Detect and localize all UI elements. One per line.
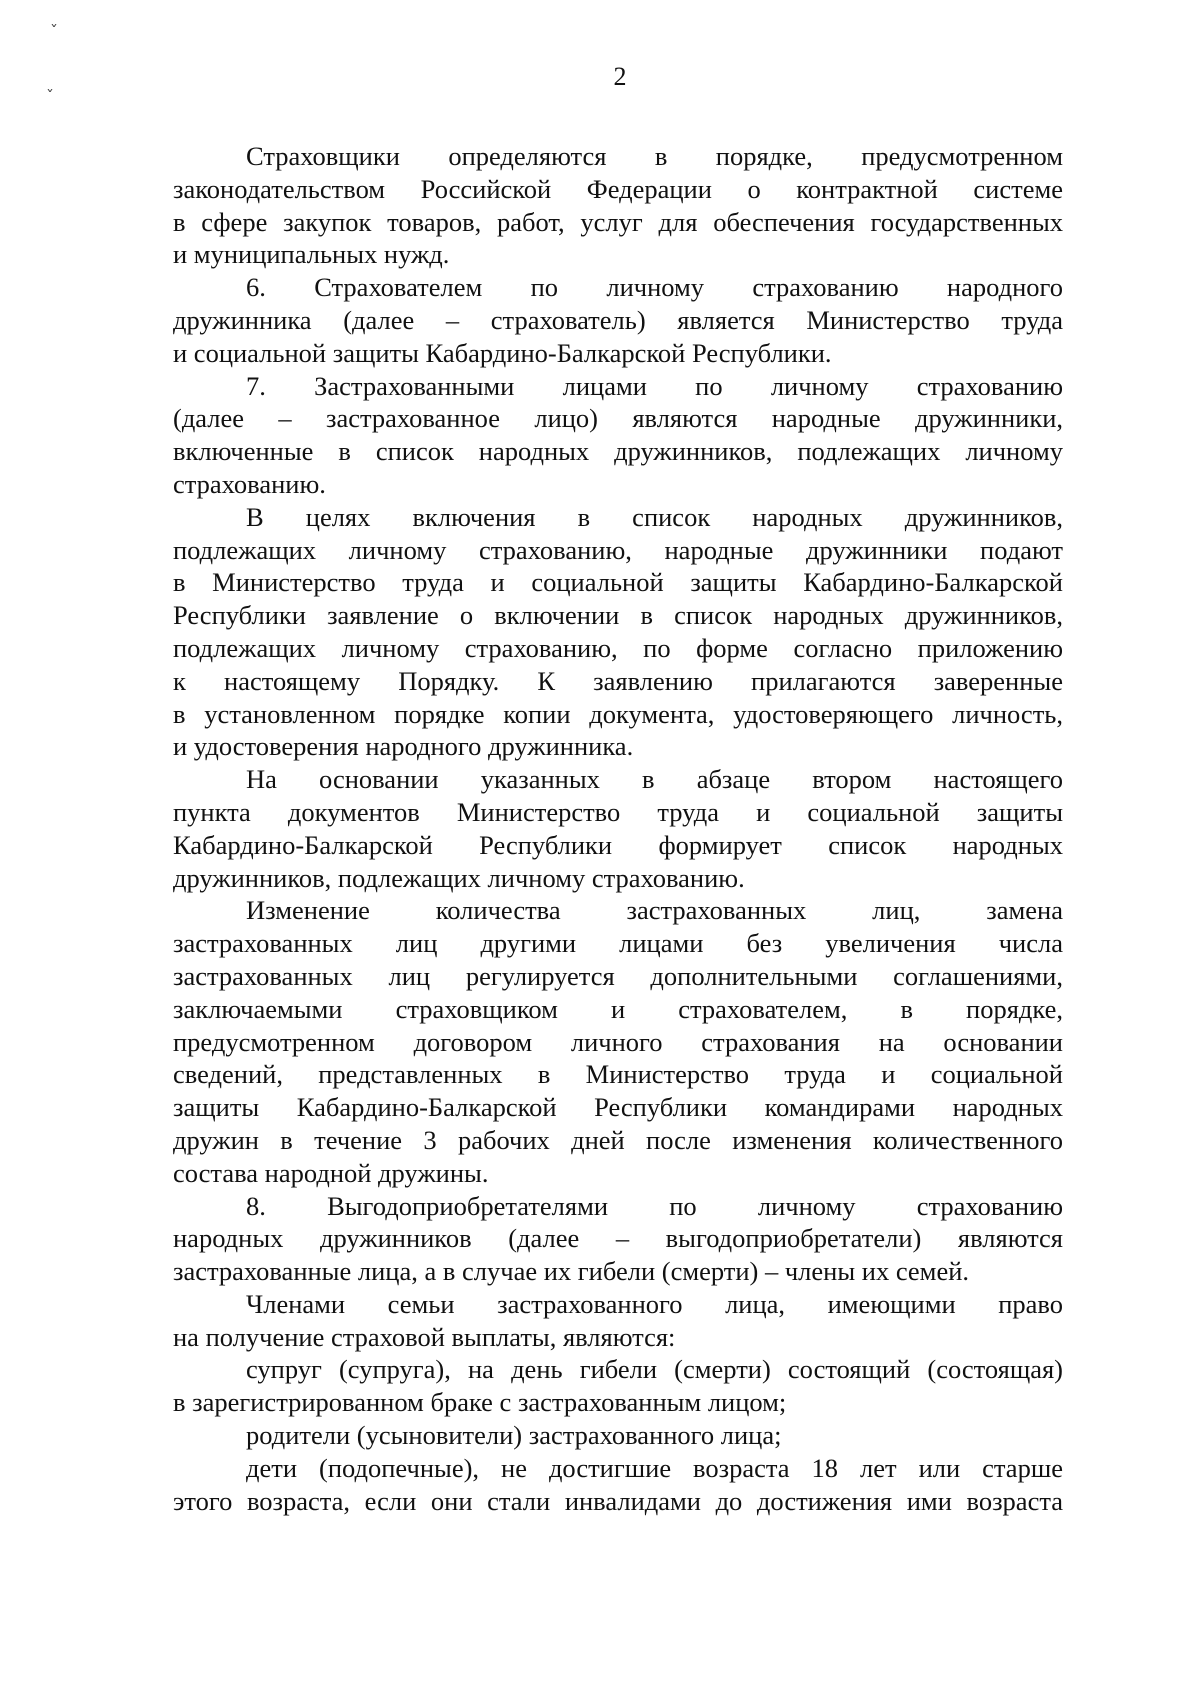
text-line: 8. Выгодоприобретателями по личному страхованию	[246, 1190, 1063, 1221]
text-line: Кабардино-Балкарской Республики формирует список народных	[173, 829, 1063, 860]
text-line: Республики заявление о включении в список народных дружинников,	[173, 600, 1063, 631]
text-line: супруг (супруга), на день гибели (смерти) состоящий (состоящая)	[246, 1354, 1063, 1385]
text-line: подлежащих личному страхованию, по форме согласно приложению	[173, 632, 1063, 663]
text-line: народных дружинников (далее – выгодоприобретатели) являются	[173, 1223, 1063, 1254]
text-line: На основании указанных в абзаце втором настоящего	[246, 764, 1063, 795]
text-line: застрахованных лиц другими лицами без увеличения числа	[173, 928, 1063, 959]
text-line: дружинников, подлежащих личному страхованию.	[173, 862, 745, 893]
text-line: к настоящему Порядку. К заявлению прилагаются заверенные	[173, 665, 1063, 696]
text-line: в установленном порядке копии документа, удостоверяющего личность,	[173, 698, 1063, 729]
text-line: Страховщики определяются в порядке, предусмотренном	[246, 141, 1063, 171]
text-line: подлежащих личному страхованию, народные дружинники подают	[173, 534, 1063, 565]
page-number: 2	[613, 62, 627, 91]
text-line: страхованию.	[173, 468, 326, 499]
text-line: дружинника (далее – страхователь) является Министерство труда	[173, 304, 1063, 335]
scan-mark: ˇ	[46, 87, 54, 106]
text-line: застрахованных лиц регулируется дополнительными соглашениями,	[173, 960, 1063, 991]
text-line: В целях включения в список народных дружинников,	[246, 501, 1063, 532]
text-line: дети (подопечные), не достигшие возраста 18 лет или старше	[246, 1452, 1063, 1483]
text-line: законодательством Российской Федерации о контрактной системе	[173, 173, 1063, 204]
scan-mark: ˇ	[50, 22, 58, 41]
text-line: родители (усыновители) застрахованного лица;	[246, 1420, 782, 1451]
text-line: включенные в список народных дружинников, подлежащих личному	[173, 436, 1063, 467]
document-body	[173, 140, 1063, 1517]
text-line: сведений, представленных в Министерство труда и социальной	[173, 1059, 1063, 1090]
text-line: дружин в течение 3 рабочих дней после изменения количественного	[173, 1124, 1063, 1155]
text-line: и муниципальных нужд.	[173, 239, 450, 270]
text-line: 7. Застрахованными лицами по личному страхованию	[246, 370, 1063, 401]
text-line: на получение страховой выплаты, являются:	[173, 1321, 676, 1352]
text-line: состава народной дружины.	[173, 1157, 489, 1188]
text-line: в зарегистрированном браке с застрахованным лицом;	[173, 1387, 787, 1418]
text-line: этого возраста, если они стали инвалидами до достижения ими возраста	[173, 1485, 1063, 1516]
text-line: заключаемыми страховщиком и страхователем, в порядке,	[173, 993, 1063, 1024]
text-line: и удостоверения народного дружинника.	[173, 731, 634, 762]
text-line: пункта документов Министерство труда и социальной защиты	[173, 796, 1063, 827]
text-line: Изменение количества застрахованных лиц, замена	[246, 895, 1063, 926]
text-line: предусмотренном договором личного страхования на основании	[173, 1026, 1063, 1057]
text-line: 6. Страхователем по личному страхованию народного	[246, 272, 1063, 303]
text-line: (далее – застрахованное лицо) являются народные дружинники,	[173, 403, 1063, 434]
text-line: застрахованные лица, а в случае их гибели (смерти) – члены их семей.	[173, 1256, 970, 1287]
text-line: и социальной защиты Кабардино-Балкарской Республики.	[173, 337, 832, 368]
text-line: в Министерство труда и социальной защиты Кабардино-Балкарской	[173, 567, 1063, 598]
text-line: в сфере закупок товаров, работ, услуг для обеспечения государственных	[173, 206, 1063, 237]
text-line: Членами семьи застрахованного лица, имеющими право	[246, 1288, 1063, 1319]
text-line: защиты Кабардино-Балкарской Республики командирами народных	[173, 1092, 1063, 1123]
